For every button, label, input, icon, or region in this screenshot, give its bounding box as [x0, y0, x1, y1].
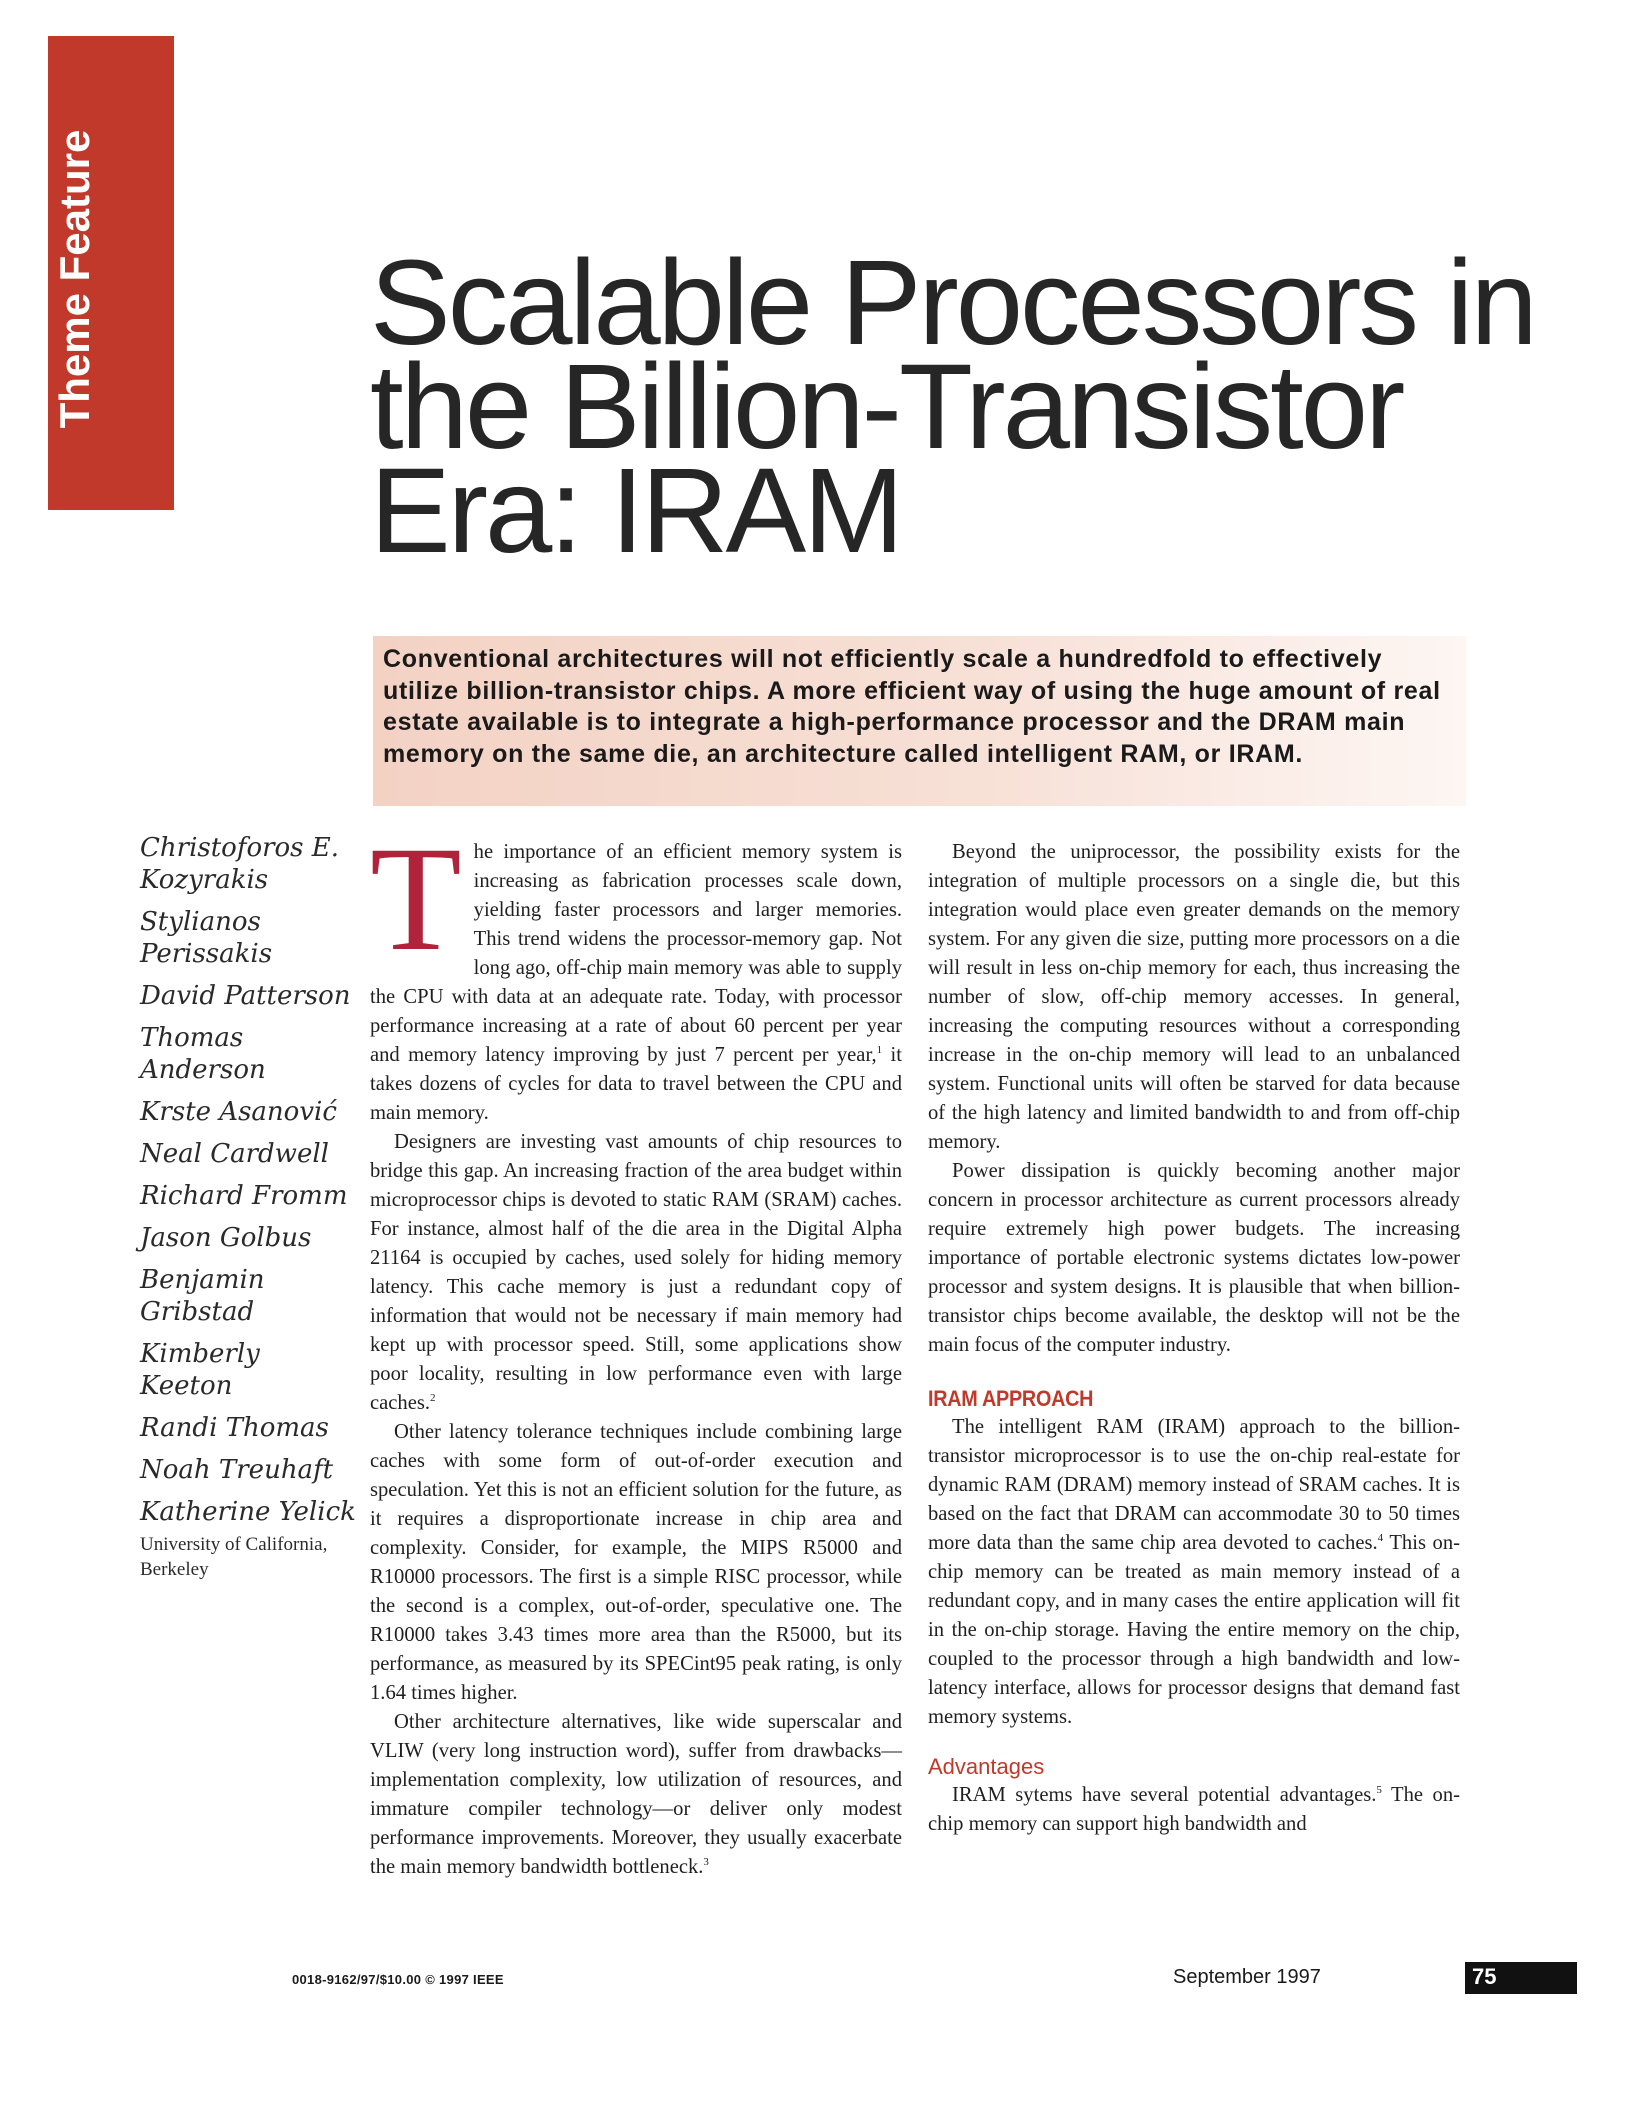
text-run: Designers are investing vast amounts of chip resources to bridge this gap. An increasing fraction of the area budget within microprocessor chips is devoted to static RAM (SRAM) caches. For instance, almost half of the die area in the Digital Alpha 21164 is occupied by caches, used solely for hiding memory latency. This cache memory is just a redundant copy of information that would not be necessary if main memory had kept up with processor speed. Still, some applications show poor locality, resulting in low performance even with large caches. [370, 1131, 902, 1414]
paragraph [928, 1781, 1460, 1839]
abstract-text: Conventional architectures will not efficiently scale a hundredfold to effectively utilize billion-transistor chips. A more efficient way of using the huge amount of real estate available is to integrate a high-performance processor and the DRAM main memory on the same die, an architecture called intelligent RAM, or IRAM. [383, 645, 1441, 768]
article-title [370, 234, 1535, 578]
paragraph [370, 816, 902, 1128]
page-number: 75 [1472, 1964, 1497, 1989]
author-name: Jason Golbus [140, 1223, 312, 1253]
author-name: Neal Cardwell [140, 1139, 329, 1169]
author-name: Noah Treuhaft [140, 1455, 334, 1485]
text-run: IRAM sytems have several potential advantages. [952, 1784, 1377, 1806]
body-column-right [928, 838, 1460, 1839]
author-list [140, 832, 360, 1582]
citation: 1 [876, 1044, 883, 1057]
paragraph [928, 1157, 1460, 1360]
title-line: Scalable Processors in [370, 234, 1535, 370]
citation: 2 [430, 1392, 436, 1405]
author-name: Richard Fromm [140, 1181, 348, 1211]
text-run: The intelligent RAM (IRAM) approach to the billion-transistor microprocessor is to use the on-chip real-estate for dynamic RAM (DRAM) memory instead of SRAM caches. It is based on the fact that DRAM can accommodate 30 to 50 times more data than the same chip area devoted to caches. [928, 1416, 1460, 1554]
body-column-left [370, 816, 902, 1882]
author-name: Christoforos E. Kozyrakis [140, 833, 340, 895]
author-name: Krste Asanović [140, 1097, 337, 1127]
text-run: The on-chip memory can support high bandwidth and [928, 1784, 1461, 1835]
drop-cap: T [370, 816, 462, 982]
section-tab-label: Theme Feature [51, 129, 98, 429]
text-run: This on-chip memory can be treated as main memory instead of a redundant copy, and in many cases the entire application will fit in the on-chip storage. Having the entire memory on the chip, coupled to the processor through a high bandwidth and low-latency interface, allows for processor designs that demand fast memory systems. [928, 1532, 1460, 1728]
title-line: Era: IRAM [370, 442, 902, 578]
author-name: Kimberly Keeton [140, 1339, 260, 1401]
paragraph [370, 1708, 902, 1882]
text-run: Power dissipation is quickly becoming another major concern in processor architecture as current processors already require extremely high power budgets. The increasing importance of portable electronic systems dictates low-power processor and system designs. It is plausible that when billion-transistor chips become available, the desktop will not be the main focus of the computer industry. [928, 1160, 1460, 1356]
section-heading: IRAM APPROACH [928, 1386, 1094, 1411]
author-name: David Patterson [140, 981, 351, 1011]
author-name: Randi Thomas [140, 1413, 329, 1443]
author-name: Benjamin Gribstad [140, 1265, 265, 1327]
author-affiliation: University of California, Berkeley [140, 1534, 328, 1580]
text-run: it takes dozens of cycles for data to travel between the CPU and main memory. [370, 1044, 902, 1124]
title-line: the Billion-Transistor [370, 338, 1403, 474]
issue-date: September 1997 [1173, 1966, 1321, 1988]
text-run: Other architecture alternatives, like wide superscalar and VLIW (very long instruction word), suffer from drawbacks—implementation complexity, low utilization of resources, and immature compiler technology—or deliver only modest performance improvements. Moreover, they usually exacerbate the main memory bandwidth bottleneck. [370, 1711, 902, 1878]
abstract-box [373, 636, 1466, 806]
citation: 5 [1376, 1784, 1382, 1797]
text-run: Beyond the uniprocessor, the possibility exists for the integration of multiple processors on a single die, but this integration would place even greater demands on the memory system. For any given die size, putting more processors on a die will result in less on-chip memory for each, thus increasing the number of slow, off-chip memory accesses. In general, increasing the computing resources without a corresponding increase in the on-chip memory will lead to an unbalanced system. Functional units will often be starved for data because of the high latency and limited bandwidth to and from off-chip memory. [928, 841, 1460, 1153]
paragraph [928, 838, 1460, 1157]
paragraph [928, 1413, 1460, 1732]
subsection-heading: Advantages [928, 1754, 1045, 1779]
author-name: Thomas Anderson [140, 1023, 266, 1085]
citation: 4 [1377, 1532, 1384, 1545]
author-name: Stylianos Perissakis [140, 907, 273, 969]
paragraph [370, 1128, 902, 1418]
text-run: he importance of an efficient memory system is increasing as fabrication processes scale down, yielding faster processors and larger memories. This trend widens the processor-memory gap. Not long ago, off-chip main memory was able to supply the CPU with data at an adequate rate. Today, with processor performance increasing at a rate of about 60 percent per year and memory latency improving by just 7 percent per year, [370, 841, 902, 1066]
author-name: Katherine Yelick [140, 1497, 356, 1527]
paragraph [370, 1418, 902, 1708]
copyright-line: 0018-9162/97/$10.00 © 1997 IEEE [292, 1972, 504, 1987]
text-run: Other latency tolerance techniques include combining large caches with some form of out-of-order execution and speculation. Yet this is not an efficient solution for the future, as it requires a disproportionate increase in chip area and complexity. Consider, for example, the MIPS R5000 and R10000 processors. The first is a simple RISC processor, while the second is a complex, out-of-order, speculative one. The R10000 takes 3.43 times more area than the R5000, but its performance, as measured by its SPECint95 peak rating, is only 1.64 times higher. [370, 1421, 902, 1704]
citation: 3 [703, 1856, 709, 1869]
